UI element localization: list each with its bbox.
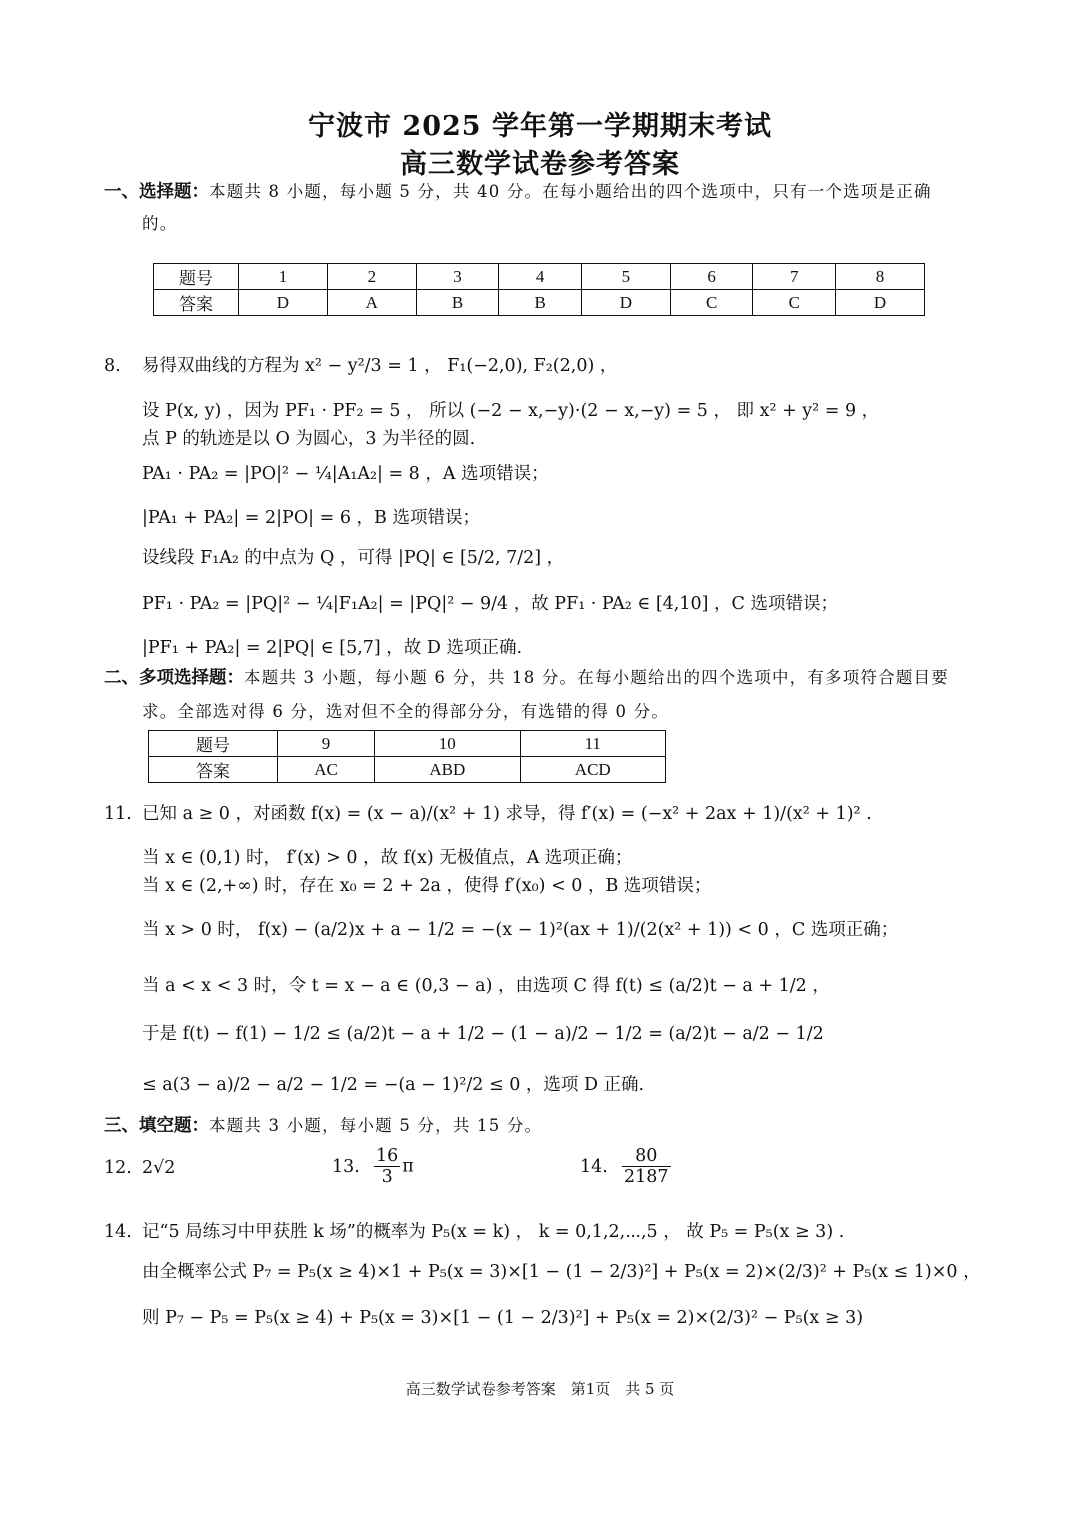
section1-description: 本题共 8 小题，每小题 5 分，共 40 分。在每小题给出的四个选项中，只有一个选项是正确 — [209, 182, 932, 201]
row-label: 答案 — [149, 757, 278, 783]
table-cell: B — [416, 290, 499, 316]
q8-line-8: |PF₁ + PA₂| = 2|PQ| ∈ [5,7] ，故 D 选项正确. — [142, 638, 523, 658]
section3-label: 三、填空题： — [104, 1116, 209, 1136]
row-label: 答案 — [154, 290, 239, 316]
table-cell: C — [670, 290, 753, 316]
table-cell: ABD — [375, 757, 520, 783]
section2-answer-table — [148, 730, 666, 783]
fraction — [374, 1146, 400, 1187]
q8-line-3: 点 P 的轨迹是以 O 为圆心，3 为半径的圆. — [142, 429, 476, 449]
table-cell: 10 — [375, 731, 520, 757]
question-number: 14. — [104, 1222, 132, 1242]
section1-answer-table — [153, 263, 925, 316]
q14-line-2: 由全概率公式 P₇ = P₅(x ≥ 4)×1 + P₅(x = 3)×[1 − (1 − 2/3)²] + P₅(x = 2)×(2/3)² + P₅(x ≤ 1)×0 ， — [142, 1262, 981, 1282]
answer-12 — [104, 1156, 175, 1180]
pi-symbol: π — [402, 1156, 414, 1177]
table-cell: 3 — [416, 264, 499, 290]
q11-line-3: 当 x ∈ (2,+∞) 时，存在 x₀ = 2 + 2a ，使得 f′(x₀) < 0 ，B 选项错误； — [142, 876, 712, 896]
table-cell: 7 — [753, 264, 836, 290]
table-row — [154, 290, 925, 316]
q14-line-1 — [104, 1220, 844, 1244]
table-cell: 2 — [327, 264, 416, 290]
solution-text: 记“5 局练习中甲获胜 k 场”的概率为 P₅(x = k) ， k = 0,1,2,⋯,5 ， 故 P₅ = P₅(x ≥ 3) . — [142, 1222, 845, 1242]
denominator: 2187 — [624, 1167, 669, 1187]
solution-text: 易得双曲线的方程为 x² − y²/3 = 1 ， F₁(−2,0), F₂(2,0) ， — [142, 356, 618, 376]
page-title: 宁波市 2025 学年第一学期期末考试 — [308, 111, 772, 142]
q8-line-6: 设线段 F₁A₂ 的中点为 Q ，可得 |PQ| ∈ [5/2, 7/2] ， — [142, 548, 565, 568]
section1-heading — [104, 180, 932, 204]
table-cell: 8 — [836, 264, 925, 290]
answer-13 — [332, 1146, 414, 1187]
table-row — [149, 731, 666, 757]
table-cell: 6 — [670, 264, 753, 290]
section2-label: 二、多项选择题： — [104, 668, 244, 688]
section2-description-cont: 求。全部选对得 6 分，选对但不全的得部分分，有选错的得 0 分。 — [142, 702, 670, 721]
table-cell: 4 — [499, 264, 582, 290]
question-number: 11. — [104, 804, 132, 824]
q11-line-5: 当 a < x < 3 时，令 t = x − a ∈ (0,3 − a) ，由选项 C 得 f(t) ≤ (a/2)t − a + 1/2 ， — [142, 976, 830, 996]
q11-line-2: 当 x ∈ (0,1) 时， f′(x) > 0 ，故 f(x) 无极值点，A 选项正确； — [142, 848, 633, 868]
row-label: 题号 — [149, 731, 278, 757]
page-subtitle: 高三数学试卷参考答案 — [400, 149, 680, 180]
q11-line-6: 于是 f(t) − f(1) − 1/2 ≤ (a/2)t − a + 1/2 − (1 − a)/2 − 1/2 = (a/2)t − a/2 − 1/2 — [142, 1024, 824, 1044]
section3-description: 本题共 3 小题，每小题 5 分，共 15 分。 — [209, 1116, 543, 1135]
q8-line-5: |PA₁ + PA₂| = 2|PO| = 6 ，B 选项错误； — [142, 508, 480, 528]
answer-14 — [580, 1146, 673, 1187]
solution-text: 已知 a ≥ 0 ，对函数 f(x) = (x − a)/(x² + 1) 求导，得 f′(x) = (−x² + 2ax + 1)/(x² + 1)² . — [142, 804, 872, 824]
section2-heading — [104, 666, 949, 690]
numerator: 80 — [622, 1146, 671, 1167]
question-number: 13. — [332, 1156, 360, 1177]
q11-line-4: 当 x > 0 时， f(x) − (a/2)x + a − 1/2 = −(x − 1)²(ax + 1)/(2(x² + 1)) < 0 ，C 选项正确； — [142, 920, 899, 940]
question-number: 14. — [580, 1156, 608, 1177]
q8-line-2: 设 P(x, y) ，因为 PF₁ · PF₂ = 5 ， 所以 (−2 − x,−y)·(2 − x,−y) = 5 ， 即 x² + y² = 9 ， — [142, 401, 880, 421]
table-cell: B — [499, 290, 582, 316]
q11-line-1 — [104, 802, 872, 826]
table-cell: 5 — [581, 264, 670, 290]
table-cell: D — [239, 290, 328, 316]
section2-description: 本题共 3 小题，每小题 6 分，共 18 分。在每小题给出的四个选项中，有多项符合题目要 — [244, 668, 949, 687]
row-label: 题号 — [154, 264, 239, 290]
numerator: 16 — [376, 1146, 399, 1166]
question-number: 8. — [104, 356, 121, 376]
table-cell: D — [581, 290, 670, 316]
q8-line-4: PA₁ · PA₂ = |PO|² − ¼|A₁A₂| = 8 ，A 选项错误； — [142, 464, 549, 484]
section3-heading — [104, 1114, 542, 1138]
table-cell: AC — [278, 757, 375, 783]
table-cell: D — [836, 290, 925, 316]
fraction — [622, 1146, 671, 1187]
section1-label: 一、选择题： — [104, 182, 209, 202]
question-number: 12. — [104, 1158, 132, 1178]
table-cell: 11 — [520, 731, 665, 757]
table-cell: ACD — [520, 757, 665, 783]
table-cell: A — [327, 290, 416, 316]
answer-value: 2√2 — [142, 1158, 176, 1178]
table-cell: 1 — [239, 264, 328, 290]
table-row — [149, 757, 666, 783]
q8-line-7: PF₁ · PA₂ = |PQ|² − ¼|F₁A₂| = |PQ|² − 9/4 ，故 PF₁ · PA₂ ∈ [4,10] ，C 选项错误； — [142, 594, 838, 614]
denominator: 3 — [381, 1167, 393, 1187]
table-cell: C — [753, 290, 836, 316]
section1-description-cont: 的。 — [142, 214, 178, 233]
q11-line-7: ≤ a(3 − a)/2 − a/2 − 1/2 = −(a − 1)²/2 ≤ 0 ，选项 D 正确. — [142, 1075, 645, 1095]
q14-line-3: 则 P₇ − P₅ = P₅(x ≥ 4) + P₅(x = 3)×[1 − (1 − 2/3)²] + P₅(x = 2)×(2/3)² − P₅(x ≥ 3) — [142, 1308, 864, 1328]
table-row — [154, 264, 925, 290]
table-cell: 9 — [278, 731, 375, 757]
q8-line-1 — [104, 354, 617, 378]
page-footer: 高三数学试卷参考答案 第1页 共 5 页 — [405, 1380, 675, 1398]
